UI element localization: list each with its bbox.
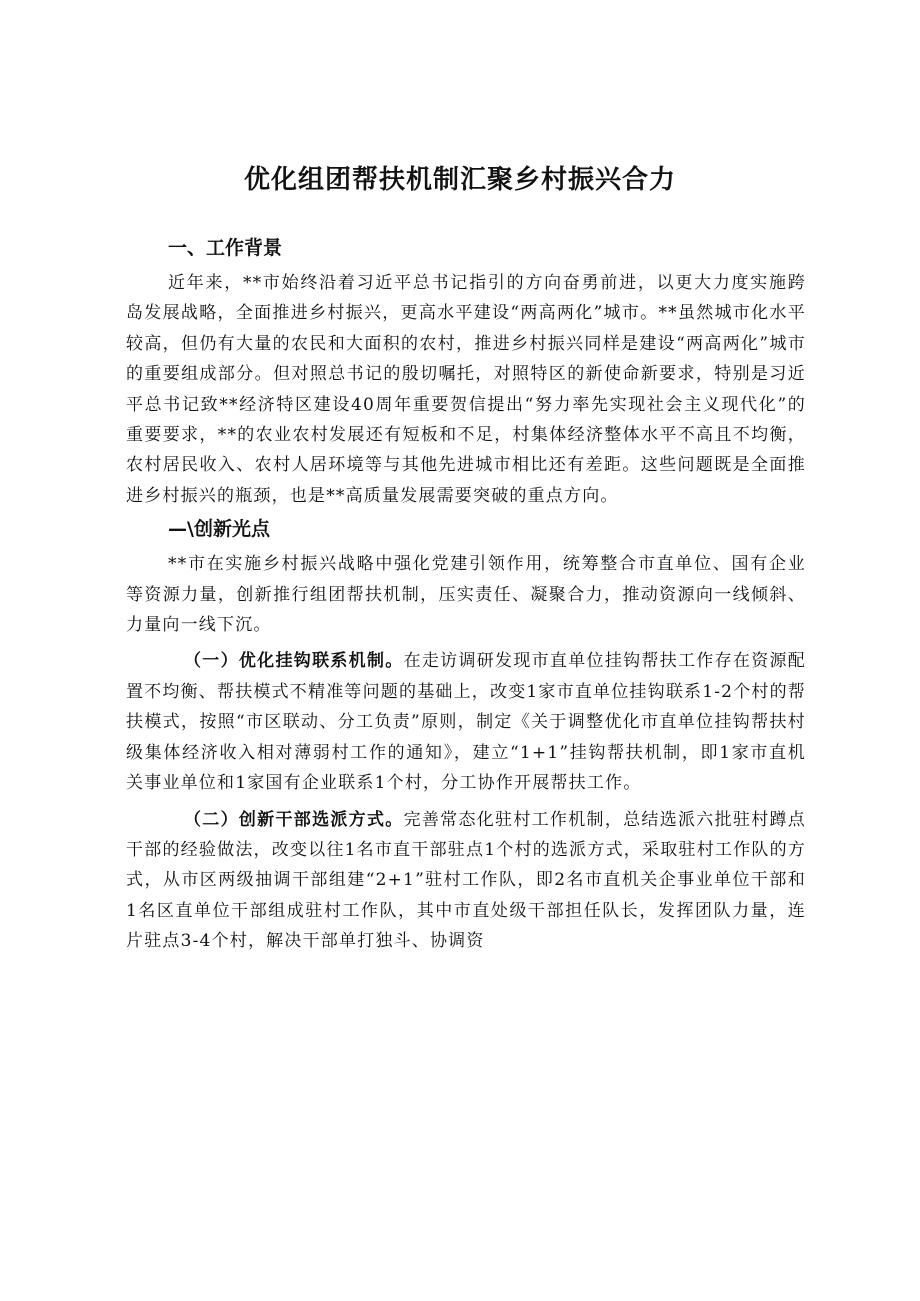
item-paragraph-cadre xyxy=(126,805,806,957)
background-paragraph: 近年来，**市始终沿着习近平总书记指引的方向奋勇前进，以更大力度实施跨岛发展战略，全面推进乡村振兴，更高水平建设“两高两化”城市。**虽然城市化水平较高，但仍有大量的农民和大面积的农村，推进乡村振兴同样是建设“两高两化”城市的重要组成部分。但对照总书记的殷切嘱托，对照特区的新使命新要求，特别是习近平总书记致**经济特区建设40周年重要贺信提出“努力率先实现社会主义现代化”的重要要求，**的农业农村发展还有短板和不足，村集体经济整体水平不高且不均衡，农村居民收入、农村人居环境等与其他先进城市相比还有差距。这些问题既是全面推进乡村振兴的瓶颈，也是**高质量发展需要突破的重点方向。 xyxy=(126,273,806,506)
document-body xyxy=(126,230,806,957)
section-heading-background: 一、工作背景 xyxy=(168,237,283,259)
item-paragraph-linkage xyxy=(126,646,806,798)
item-lead-linkage: （一）优化挂钩联系机制。 xyxy=(184,651,404,672)
item-text-cadre: 完善常态化驻村工作机制，总结选派六批驻村蹲点干部的经验做法，改变以往1名市直干部驻点1个村的选派方式，采取驻村工作队的方式，从市区两级抽调干部组建“2+1”驻村工作队，即2名市直机关企事业单位干部和1名区直单位干部组成驻村工作队，其中市直处级干部担任队长，发挥团队力量，连片驻点3-4个村，解决干部单打独斗、协调资 xyxy=(126,809,806,952)
item-lead-cadre: （二）创新干部选派方式。 xyxy=(184,809,404,830)
section-heading-innovation: —\创新光点 xyxy=(168,518,270,541)
document-title: 优化组团帮扶机制汇聚乡村振兴合力 xyxy=(243,165,676,195)
innovation-intro-paragraph: **市在实施乡村振兴战略中强化党建引领作用，统筹整合市直单位、国有企业等资源力量，创新推行组团帮扶机制，压实责任、凝聚合力，推动资源向一线倾斜、力量向一线下沉。 xyxy=(126,554,806,636)
item-text-linkage: 在走访调研发现市直单位挂钩帮扶工作存在资源配置不均衡、帮扶模式不精准等问题的基础上，改变1家市直单位挂钩联系1-2个村的帮扶模式，按照“市区联动、分工负责”原则，制定《关于调整优化市直单位挂钩帮扶村级集体经济收入相对薄弱村工作的通知》，建立“1+1”挂钩帮扶机制，即1家市直机关事业单位和1家国有企业联系1个村，分工协作开展帮扶工作。 xyxy=(126,651,806,794)
